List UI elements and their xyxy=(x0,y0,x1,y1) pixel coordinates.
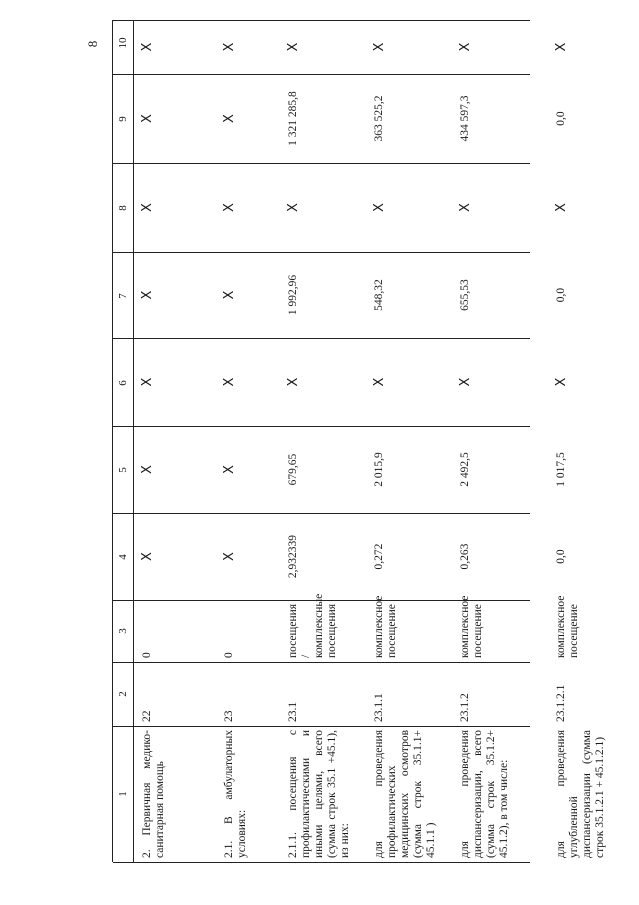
table-border-bottom xyxy=(113,862,530,863)
page-number: 8 xyxy=(85,40,100,48)
row-code: 23.1 xyxy=(287,701,299,722)
cell-c5: Х xyxy=(140,465,155,474)
row-code: 23.1.1 xyxy=(373,693,385,722)
cell-c4: 0,263 xyxy=(459,543,471,570)
column-divider xyxy=(113,662,530,663)
cell-c7: Х xyxy=(140,290,155,300)
cell-c9: 1 321 285,8 xyxy=(287,91,299,146)
header-col-3: 3 xyxy=(117,628,129,634)
cell-c4: 0,0 xyxy=(555,549,567,564)
cell-c5: 2 015,9 xyxy=(373,452,385,487)
row-code: 22 xyxy=(141,710,153,722)
cell-c6: Х xyxy=(286,377,301,387)
row-unit: 0 xyxy=(141,652,153,658)
cell-c6: Х xyxy=(554,377,569,387)
table-border-top xyxy=(113,20,530,21)
cell-c8: Х xyxy=(458,203,473,212)
cell-c7: 655,53 xyxy=(459,279,471,311)
column-divider xyxy=(113,426,530,427)
cell-c10: Х xyxy=(140,42,155,52)
cell-c7: 0,0 xyxy=(555,287,567,303)
column-divider xyxy=(113,252,530,253)
row-name: для проведения диспансеризации, всего (сумма строк 35.1.2+ 45.1.2), в том числе: xyxy=(459,730,510,858)
row-unit: комплексное посещение xyxy=(555,595,580,658)
cell-c10: Х xyxy=(554,42,569,52)
column-divider xyxy=(113,163,530,164)
cell-c10: Х xyxy=(222,42,237,52)
row-code: 23 xyxy=(223,710,235,722)
row-name: 2.1.1. посещения с профилактическими и иными целями, всего (сумма строк 35.1 +45.1), из них: xyxy=(287,730,351,858)
column-divider xyxy=(113,338,530,339)
row-name: 2.1. В амбулаторных условиях: xyxy=(223,730,248,858)
cell-c8: Х xyxy=(372,203,387,212)
cell-c5: Х xyxy=(222,465,237,474)
cell-c10: Х xyxy=(458,42,473,52)
row-name: для проведения профилактических медицинских осмотров (сумма строк 35.1.1+ 45.1.1 ) xyxy=(373,730,437,858)
cell-c6: Х xyxy=(458,377,473,387)
cell-c6: Х xyxy=(140,377,155,387)
cell-c10: Х xyxy=(286,42,301,52)
cell-c7: Х xyxy=(222,290,237,300)
cell-c7: 1 992,96 xyxy=(287,274,299,316)
cell-c9: 434 597,3 xyxy=(459,95,471,142)
header-col-1: 1 xyxy=(117,791,129,797)
cell-c4: Х xyxy=(140,552,155,561)
cell-c6: Х xyxy=(222,377,237,387)
column-divider xyxy=(113,513,530,514)
row-unit: комплексное посещение xyxy=(373,595,398,658)
rotated-table xyxy=(112,20,606,862)
cell-c5: 679,65 xyxy=(287,453,299,486)
row-code: 23.1.2 xyxy=(459,693,471,722)
cell-c9: Х xyxy=(140,114,155,123)
cell-c7: 548,32 xyxy=(373,279,385,311)
row-unit: 0 xyxy=(223,652,235,658)
row-unit: комплексное посещение xyxy=(459,595,484,658)
column-divider xyxy=(113,74,530,75)
cell-c6: Х xyxy=(372,377,387,387)
column-divider xyxy=(113,726,530,727)
header-col-8: 8 xyxy=(117,205,129,211)
cell-c8: Х xyxy=(222,203,237,212)
header-col-6: 6 xyxy=(117,380,129,386)
cell-c8: Х xyxy=(286,203,301,212)
cell-c4: Х xyxy=(222,552,237,561)
row-unit: посещения / комплексные посещения xyxy=(287,593,338,658)
header-col-5: 5 xyxy=(117,467,129,473)
cell-c9: Х xyxy=(222,114,237,123)
header-col-7: 7 xyxy=(117,293,129,299)
row-name: 2. Первичная медико-санитарная помощь xyxy=(141,730,166,858)
header-col-10: 10 xyxy=(117,37,129,49)
row-name: для проведения углубленной диспансеризации (сумма строк 35.1.2.1 + 45.1.2.1) xyxy=(555,730,606,858)
cell-c8: Х xyxy=(140,203,155,212)
cell-c8: Х xyxy=(554,203,569,212)
cell-c10: Х xyxy=(372,42,387,52)
cell-c9: 0,0 xyxy=(555,111,567,126)
cell-c4: 2,932339 xyxy=(287,534,299,579)
cell-c4: 0,272 xyxy=(373,543,385,570)
cell-c5: 1 017,5 xyxy=(555,452,567,487)
header-divider xyxy=(133,20,134,862)
header-col-4: 4 xyxy=(117,554,129,560)
cell-c5: 2 492,5 xyxy=(459,452,471,487)
header-col-2: 2 xyxy=(117,691,129,697)
row-code: 23.1.2.1 xyxy=(555,684,567,722)
header-col-9: 9 xyxy=(117,116,129,122)
cell-c9: 363 525,2 xyxy=(373,95,385,142)
